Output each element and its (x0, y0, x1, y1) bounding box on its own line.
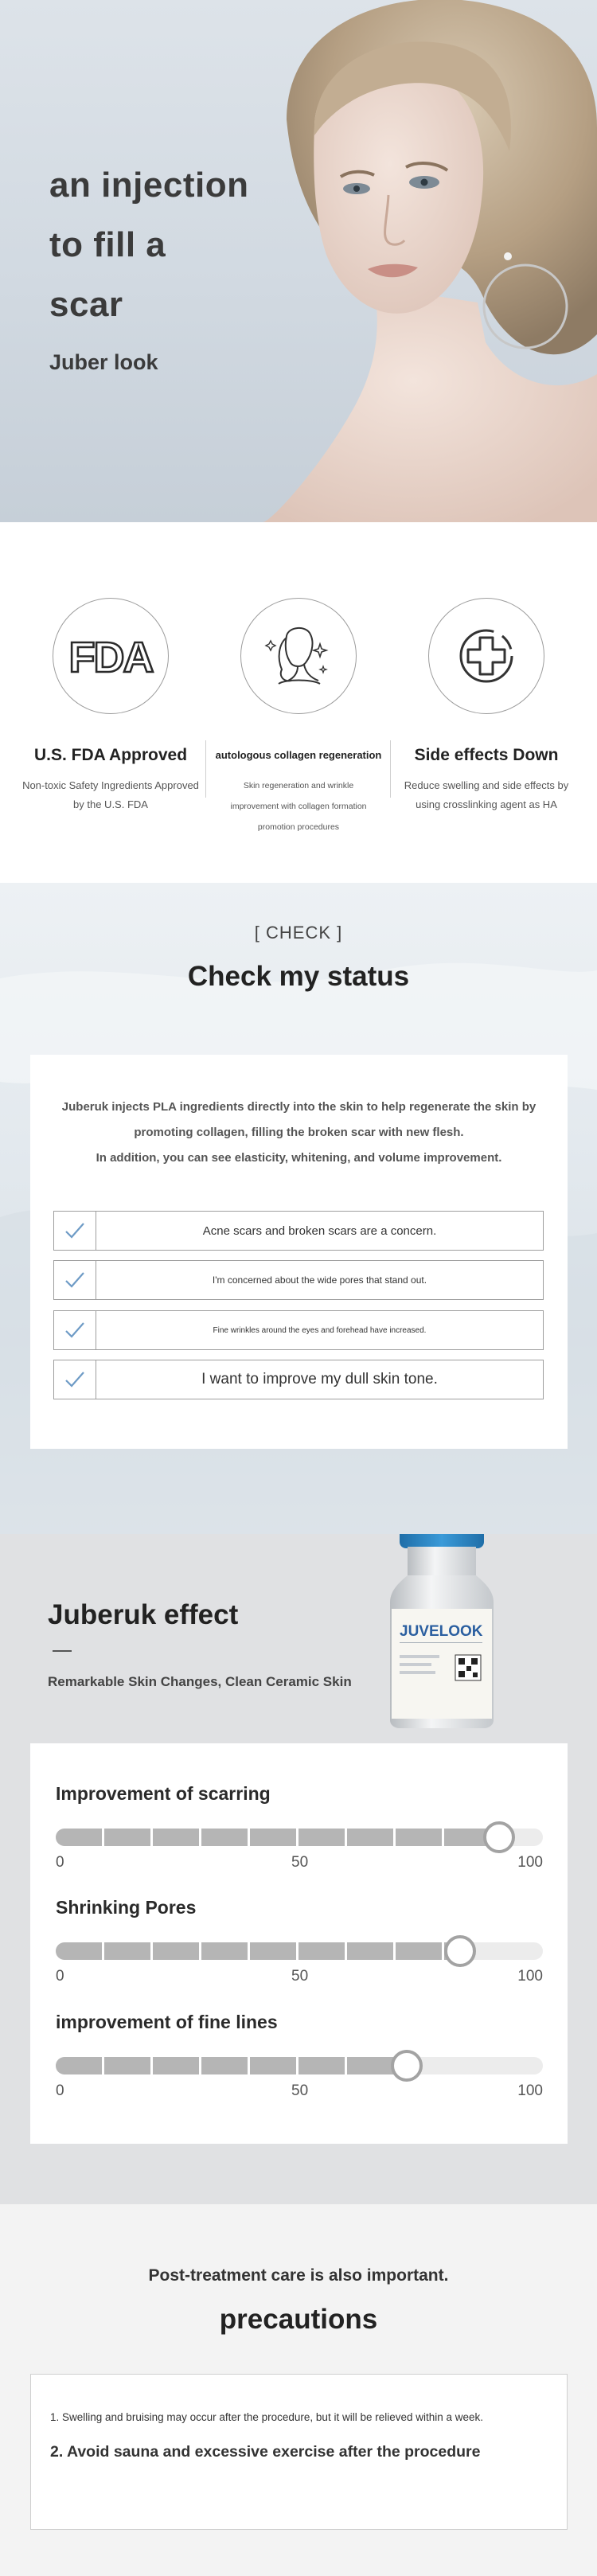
effect-title: Juberuk effect (48, 1599, 239, 1630)
metric-fine-lines (56, 2012, 543, 2102)
feature-side-effects (387, 598, 586, 814)
scale-max: 100 (517, 1854, 543, 1871)
precautions-subtitle: Post-treatment care is also important. (148, 2266, 449, 2285)
precautions-title: precautions (219, 2304, 378, 2335)
effect-subtitle: Remarkable Skin Changes, Clean Ceramic Skin (48, 1674, 352, 1689)
checkmark-icon (64, 1222, 85, 1239)
check-title: Check my status (187, 961, 410, 992)
slider-handle[interactable] (391, 2050, 423, 2082)
check-item[interactable] (53, 1360, 544, 1399)
progress-slider[interactable] (56, 2057, 543, 2074)
slider-scale (56, 2082, 543, 2102)
check-item[interactable] (53, 1211, 544, 1251)
check-status-section (0, 883, 597, 1534)
scale-mid: 50 (291, 2082, 309, 2099)
scale-mid: 50 (291, 1854, 309, 1871)
precaution-item: 1. Swelling and bruising may occur after the procedure, but it will be relieved within a week. (50, 2411, 484, 2423)
checkbox[interactable] (54, 1360, 96, 1399)
check-tag: [ CHECK ] (254, 923, 343, 943)
feature-desc: Non-toxic Safety Ingredients Approved by the U.S. FDA (22, 779, 199, 810)
feature-collagen (199, 598, 398, 837)
feature-icon-circle (428, 598, 544, 714)
fda-logo-text: FDA (68, 634, 153, 678)
metric-label: Shrinking Pores (56, 1897, 197, 1918)
progress-slider[interactable] (56, 1829, 543, 1846)
progress-fill (56, 2057, 407, 2074)
woman-face-sparkle-icon (263, 620, 334, 692)
check-intro (30, 1095, 568, 1171)
scale-mid: 50 (291, 1968, 309, 1985)
check-intro-line: promoting collagen, filling the broken scar with new flesh. (134, 1126, 464, 1139)
features-section (0, 522, 597, 883)
effect-section (0, 1534, 597, 2204)
check-item-label: Fine wrinkles around the eyes and forehead have increased. (213, 1325, 427, 1335)
check-card (30, 1055, 568, 1449)
hero-title-line: an injection (49, 166, 249, 205)
scale-min: 0 (56, 1968, 64, 1985)
feature-desc: Reduce swelling and side effects by using crosslinking agent as HA (404, 779, 569, 810)
progress-fill (56, 1942, 460, 1960)
vial-brand-text: JUVELOOK (400, 1623, 483, 1640)
feature-fda (11, 598, 210, 814)
check-intro-line: In addition, you can see elasticity, whitening, and volume improvement. (96, 1151, 502, 1165)
hero-subtitle: Juber look (49, 350, 158, 374)
feature-divider (390, 740, 391, 798)
feature-icon-circle (240, 598, 357, 714)
checkmark-icon (64, 1321, 85, 1339)
checkmark-icon (64, 1371, 85, 1388)
check-intro-line: Juberuk injects PLA ingredients directly into the skin to help regenerate the skin by (61, 1100, 537, 1114)
check-item[interactable] (53, 1310, 544, 1350)
checkmark-icon (64, 1271, 85, 1289)
scale-min: 0 (56, 2082, 64, 2099)
feature-desc: Skin regeneration and wrinkle improvement with collagen formation promotion procedures (230, 781, 367, 832)
slider-handle[interactable] (444, 1935, 476, 1967)
checkbox[interactable] (54, 1212, 96, 1250)
feature-title: Side effects Down (414, 746, 559, 764)
metric-label: Improvement of scarring (56, 1783, 271, 1804)
medical-cross-icon (451, 620, 522, 692)
scale-min: 0 (56, 1854, 64, 1871)
check-item[interactable] (53, 1260, 544, 1300)
fda-logo-icon (63, 634, 158, 678)
progress-slider[interactable] (56, 1942, 543, 1960)
feature-divider (205, 740, 206, 798)
product-vial-image (382, 1534, 501, 1730)
effect-card (30, 1743, 568, 2144)
precautions-section (0, 2204, 597, 2576)
hero-section (0, 0, 597, 522)
hero-title (49, 155, 288, 334)
precautions-card (30, 2374, 568, 2530)
feature-title: autologous collagen regeneration (215, 749, 382, 761)
precaution-item: 2. Avoid sauna and excessive exercise after the procedure (50, 2443, 481, 2461)
feature-title: U.S. FDA Approved (33, 746, 188, 764)
progress-fill (56, 1829, 499, 1846)
slider-scale (56, 1968, 543, 1987)
check-item-label: I'm concerned about the wide pores that stand out. (212, 1274, 427, 1286)
check-item-label: I want to improve my dull skin tone. (201, 1371, 438, 1388)
slider-handle[interactable] (483, 1821, 515, 1853)
metric-pores (56, 1897, 543, 1987)
checkbox[interactable] (54, 1261, 96, 1299)
scale-max: 100 (517, 1968, 543, 1985)
hero-title-line: to fill a (49, 225, 166, 264)
checkbox[interactable] (54, 1311, 96, 1349)
check-item-label: Acne scars and broken scars are a concern. (202, 1224, 437, 1238)
scale-max: 100 (517, 2082, 543, 2099)
hero-title-line: scar (49, 285, 123, 324)
metric-label: improvement of fine lines (56, 2012, 278, 2032)
slider-scale (56, 1854, 543, 1873)
effect-divider (53, 1650, 72, 1652)
feature-icon-circle (53, 598, 169, 714)
metric-scarring (56, 1783, 543, 1873)
